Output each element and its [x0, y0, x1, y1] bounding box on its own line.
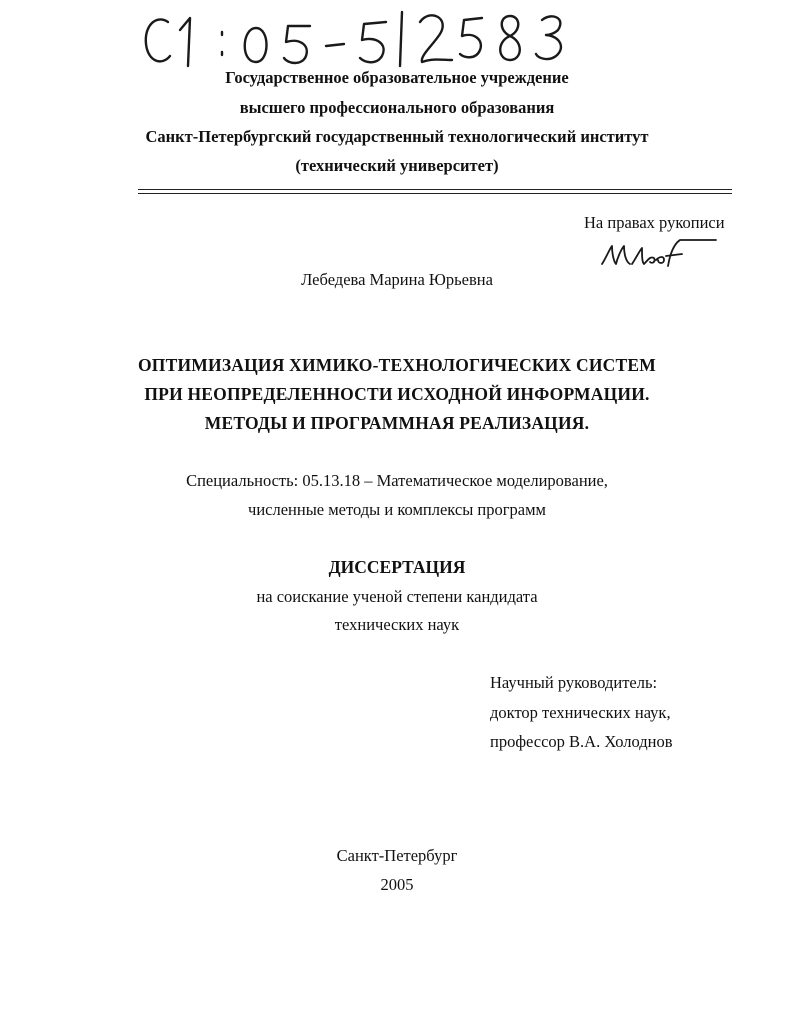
- specialty-line-1: Специальность: 05.13.18 – Математическое моделирование,: [186, 471, 608, 490]
- institution-line-1: Государственное образовательное учреждение: [225, 68, 569, 87]
- institution-line-2: высшего профессионального образования: [239, 98, 555, 117]
- degree-line-1: на соискание ученой степени кандидата: [256, 587, 538, 606]
- dissertation-label: ДИССЕРТАЦИЯ: [328, 557, 466, 577]
- institution-line-4: (технический университет): [295, 156, 499, 175]
- manuscript-note: На правах рукописи: [584, 213, 725, 232]
- supervisor-label: Научный руководитель:: [490, 673, 658, 692]
- signature-mark: [598, 236, 718, 272]
- footer-year: 2005: [380, 875, 414, 894]
- supervisor-name: профессор В.А. Холоднов: [490, 732, 673, 751]
- title-line-2: ПРИ НЕОПРЕДЕЛЕННОСТИ ИСХОДНОЙ ИНФОРМАЦИИ.: [144, 384, 650, 404]
- institution-line-3: Санкт-Петербургский государственный технологический институт: [145, 127, 649, 146]
- specialty-line-2: численные методы и комплексы программ: [248, 500, 546, 519]
- header-divider: [138, 189, 732, 194]
- degree-line-2: технических наук: [334, 615, 460, 634]
- title-line-1: ОПТИМИЗАЦИЯ ХИМИКО-ТЕХНОЛОГИЧЕСКИХ СИСТЕМ: [138, 355, 656, 375]
- title-line-3: МЕТОДЫ И ПРОГРАММНАЯ РЕАЛИЗАЦИЯ.: [204, 413, 590, 433]
- supervisor-degree: доктор технических наук,: [490, 703, 671, 722]
- footer-city: Санкт-Петербург: [336, 846, 458, 865]
- handwritten-catalogue-code: [138, 4, 578, 70]
- author-name: Лебедева Марина Юрьевна: [301, 270, 493, 289]
